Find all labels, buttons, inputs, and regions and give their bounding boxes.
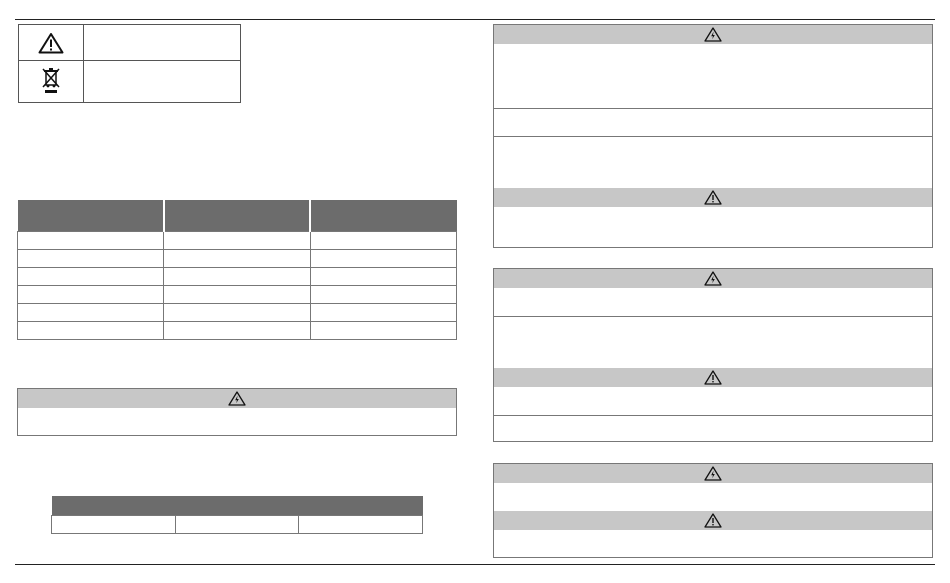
table-header-cell	[175, 496, 299, 516]
specification-table	[17, 200, 457, 340]
table-header-cell	[164, 200, 310, 232]
table-header-cell	[310, 200, 456, 232]
warning-header-bar	[494, 368, 932, 387]
top-rule	[15, 19, 935, 20]
table-cell	[310, 322, 456, 340]
divider	[494, 316, 932, 317]
warning-header-bar	[494, 511, 932, 530]
electric-shock-warning-icon	[228, 391, 246, 406]
small-table	[51, 496, 423, 534]
legend-symbol-cell	[19, 60, 84, 102]
table-cell	[310, 250, 456, 268]
table-row	[52, 516, 423, 534]
legend-symbol-cell	[19, 25, 84, 60]
table-cell	[310, 268, 456, 286]
symbol-legend	[18, 24, 241, 103]
warning-box	[493, 268, 933, 442]
table-row	[18, 304, 457, 322]
table-row	[18, 322, 457, 340]
table-row	[18, 250, 457, 268]
warning-triangle-icon	[704, 370, 722, 385]
electric-shock-warning-icon	[704, 27, 722, 42]
electric-shock-warning-icon	[704, 271, 722, 286]
crossed-out-bin-icon	[41, 67, 61, 95]
warning-triangle-icon	[38, 32, 64, 54]
table-cell	[18, 286, 164, 304]
table-cell	[18, 232, 164, 250]
bottom-rule	[15, 564, 935, 565]
table-cell	[175, 516, 299, 534]
table-row	[18, 286, 457, 304]
table-cell	[310, 286, 456, 304]
table-cell	[164, 268, 310, 286]
table-cell	[52, 516, 176, 534]
warning-triangle-icon	[704, 513, 722, 528]
table-header-row	[52, 496, 423, 516]
table-cell	[164, 304, 310, 322]
table-cell	[18, 322, 164, 340]
electric-shock-warning-icon	[704, 466, 722, 481]
warning-header-bar	[18, 389, 456, 408]
table-row	[18, 268, 457, 286]
table-cell	[299, 516, 423, 534]
divider	[494, 136, 932, 137]
table-cell	[310, 232, 456, 250]
divider	[494, 108, 932, 109]
table-cell	[164, 286, 310, 304]
warning-box	[493, 463, 933, 558]
warning-header-bar	[494, 188, 932, 207]
table-cell	[18, 268, 164, 286]
table-cell	[164, 322, 310, 340]
legend-row-disposal	[19, 60, 240, 102]
table-header-cell	[52, 496, 176, 516]
warning-header-bar	[494, 269, 932, 288]
table-cell	[18, 304, 164, 322]
table-cell	[164, 250, 310, 268]
divider	[494, 415, 932, 416]
warning-triangle-icon	[704, 190, 722, 205]
warning-box	[493, 24, 933, 248]
warning-box	[17, 388, 457, 436]
table-header-cell	[299, 496, 423, 516]
table-row	[18, 232, 457, 250]
warning-header-bar	[494, 464, 932, 483]
table-header-cell	[18, 200, 164, 232]
warning-header-bar	[494, 25, 932, 44]
table-cell	[310, 304, 456, 322]
table-cell	[164, 232, 310, 250]
table-cell	[18, 250, 164, 268]
table-header-row	[18, 200, 457, 232]
legend-row-warning	[19, 25, 240, 61]
